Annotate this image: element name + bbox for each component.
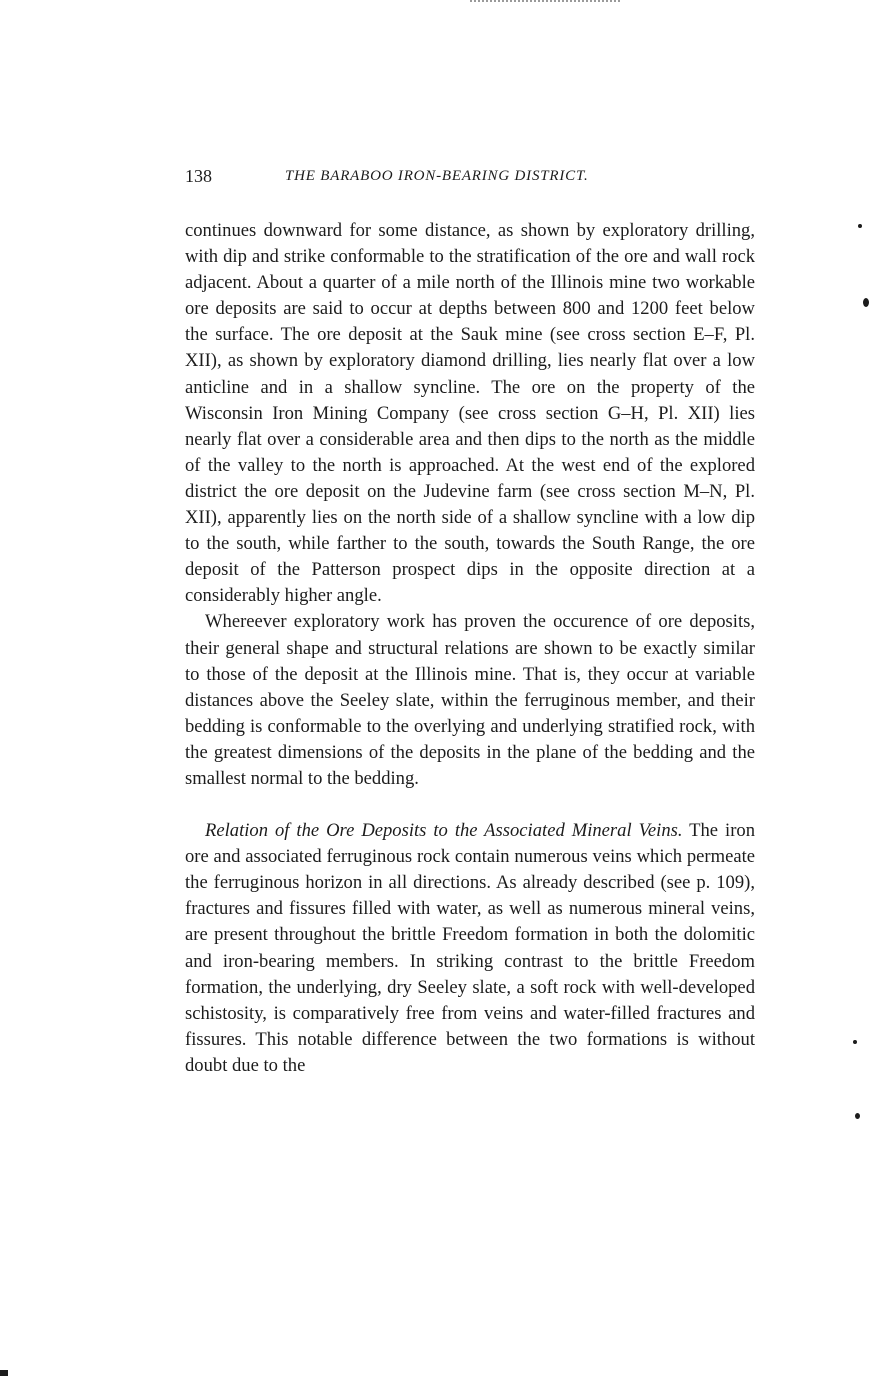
margin-speck xyxy=(0,1370,8,1376)
paragraph: Whereever exploratory work has proven the occurence of ore deposits, their general shape and structural relations are shown to be exactly similar to those of the deposit at the Illinois mine. That is, they occur at variable distances above the Seeley slate, within the ferruginous member, and their bedding is conformable to the overlying and underlying stratified rock, with the greatest dimensions of the deposits in the plane of the bedding and the smallest normal to the bedding. xyxy=(185,611,755,789)
running-title: THE BARABOO IRON-BEARING DISTRICT. xyxy=(285,168,589,184)
section-paragraph xyxy=(185,818,755,1079)
margin-speck xyxy=(853,1040,857,1044)
body-text xyxy=(185,218,755,1079)
page-number: 138 xyxy=(185,166,212,186)
margin-speck xyxy=(863,298,869,307)
margin-speck xyxy=(855,1113,860,1119)
page-header xyxy=(185,166,755,192)
scan-artifact xyxy=(470,0,620,7)
section-heading: Relation of the Ore Deposits to the Associated Mineral Veins. xyxy=(205,820,683,842)
margin-speck xyxy=(858,224,862,228)
paragraph-text: The iron ore and associated ferruginous rock contain numerous veins which permeate the ferruginous horizon in all directions. As already described (see p. 109), fractures and fissures filled with water, as well as numerous mineral veins, are present throughout the brittle Freedom formation in both the dolomitic and iron-bearing members. In striking contrast to the brittle Freedom formation, the underlying, dry Seeley slate, a soft rock with well-developed schistosity, is comparatively free from veins and water-filled fractures and fissures. This notable difference between the two formations is without doubt due to the xyxy=(185,820,755,1076)
paragraph: continues downward for some distance, as shown by exploratory drilling, with dip and strike conformable to the stratification of the ore and wall rock adjacent. About a quarter of a mile north of the Illinois mine two workable ore deposits are said to occur at depths between 800 and 1200 feet below the surface. The ore deposit at the Sauk mine (see cross section E–F, Pl. XII), as shown by exploratory diamond drilling, lies nearly flat over a low anticline and in a shallow syncline. The ore on the property of the Wisconsin Iron Mining Company (see cross section G–H, Pl. XII) lies nearly flat over a considerable area and then dips to the north as the middle of the valley to the north is approached. At the west end of the explored district the ore deposit on the Judevine farm (see cross section M–N, Pl. XII), apparently lies on the north side of a shallow syncline with a low dip to the south, while farther to the south, towards the South Range, the ore deposit of the Patterson prospect dips in the opposite direction at a considerably higher angle. xyxy=(185,220,755,607)
